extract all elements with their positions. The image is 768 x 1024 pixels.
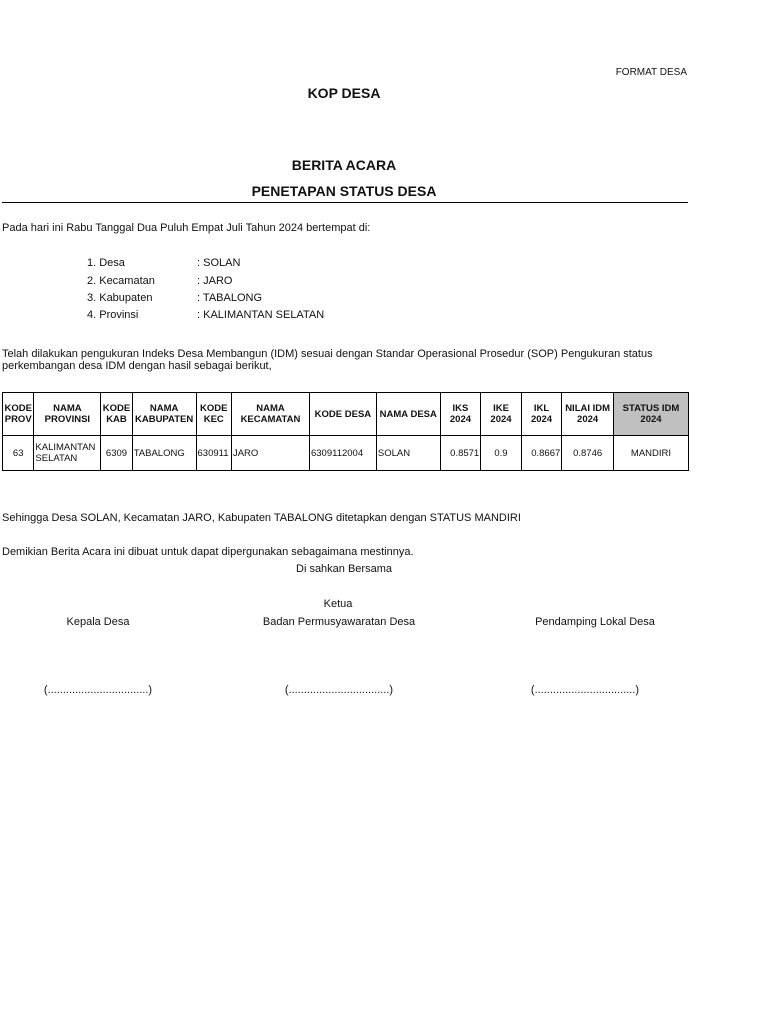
- header-nama-desa: NAMA DESA: [376, 393, 440, 436]
- cell-ike: 0.9: [481, 436, 522, 471]
- header-kode-kab: KODE KAB: [101, 393, 132, 436]
- document-subtitle: PENETAPAN STATUS DESA: [251, 183, 437, 199]
- header-kode-prov: KODE PROV: [3, 393, 34, 436]
- table-row: [3, 436, 689, 471]
- location-kabupaten: [87, 292, 262, 304]
- title-divider: [2, 202, 688, 203]
- ketua-label: Ketua: [323, 598, 353, 610]
- location-value: : JARO: [197, 275, 233, 287]
- header-ikl: IKL 2024: [521, 393, 562, 436]
- signature-line-bpd: (.................................): [284, 684, 394, 696]
- header-iks: IKS 2024: [440, 393, 481, 436]
- format-label: FORMAT DESA: [615, 67, 687, 78]
- cell-nama-desa: SOLAN: [376, 436, 440, 471]
- location-value: : TABALONG: [197, 292, 263, 304]
- signatory-pendamping: Pendamping Lokal Desa: [535, 616, 655, 628]
- cell-nama-provinsi: KALIMANTAN SELATAN: [34, 436, 101, 471]
- intro-paragraph: Pada hari ini Rabu Tanggal Dua Puluh Empat Juli Tahun 2024 bertempat di:: [2, 222, 371, 234]
- location-label: 1. Desa: [87, 257, 125, 269]
- location-provinsi: [87, 309, 324, 321]
- closing-paragraph: Demikian Berita Acara ini dibuat untuk dapat dipergunakan sebagaimana mestinnya.: [2, 546, 414, 558]
- cell-ikl: 0.8667: [521, 436, 562, 471]
- location-label: 2. Kecamatan: [87, 275, 155, 287]
- table-header-row: [3, 393, 689, 436]
- location-label: 3. Kabupaten: [87, 292, 153, 304]
- location-value: : SOLAN: [197, 257, 241, 269]
- header-nilai-idm: NILAI IDM 2024: [562, 393, 614, 436]
- header-kode-desa: KODE DESA: [309, 393, 376, 436]
- header-nama-kecamatan: NAMA KECAMATAN: [231, 393, 309, 436]
- cell-nilai-idm: 0.8746: [562, 436, 614, 471]
- signature-line-pendamping: (.................................): [530, 684, 640, 696]
- header-nama-kabupaten: NAMA KABUPATEN: [132, 393, 196, 436]
- document-title: BERITA ACARA: [291, 157, 397, 173]
- signatory-bpd: Badan Permusyawaratan Desa: [262, 616, 416, 628]
- cell-nama-kecamatan: JARO: [231, 436, 309, 471]
- idm-table: [2, 392, 689, 471]
- cell-kode-desa: 6309112004: [309, 436, 376, 471]
- location-label: 4. Provinsi: [87, 309, 139, 321]
- header-status-idm: STATUS IDM 2024: [613, 393, 688, 436]
- cell-status-idm: MANDIRI: [613, 436, 688, 471]
- conclusion-paragraph: Sehingga Desa SOLAN, Kecamatan JARO, Kabupaten TABALONG ditetapkan dengan STATUS MANDIRI: [2, 512, 521, 524]
- cell-kode-prov: 63: [3, 436, 34, 471]
- location-kecamatan: [87, 275, 232, 287]
- cell-kode-kec: 630911: [196, 436, 231, 471]
- header-ike: IKE 2024: [481, 393, 522, 436]
- header-nama-provinsi: NAMA PROVINSI: [34, 393, 101, 436]
- signature-line-kepala-desa: (.................................): [43, 684, 153, 696]
- cell-iks: 0.8571: [440, 436, 481, 471]
- disahkan-label: Di sahkan Bersama: [296, 563, 392, 575]
- location-value: : KALIMANTAN SELATAN: [197, 309, 325, 321]
- measurement-paragraph: Telah dilakukan pengukuran Indeks Desa Membangun (IDM) sesuai dengan Standar Operasional Prosedur (SOP) Pengukuran status perkembangan desa IDM dengan hasil sebagai berikut,: [2, 348, 653, 372]
- location-desa: [87, 257, 240, 269]
- header-kode-kec: KODE KEC: [196, 393, 231, 436]
- cell-kode-kab: 6309: [101, 436, 132, 471]
- signatory-kepala-desa: Kepala Desa: [66, 616, 130, 628]
- kop-desa-heading: KOP DESA: [307, 85, 381, 101]
- cell-nama-kabupaten: TABALONG: [132, 436, 196, 471]
